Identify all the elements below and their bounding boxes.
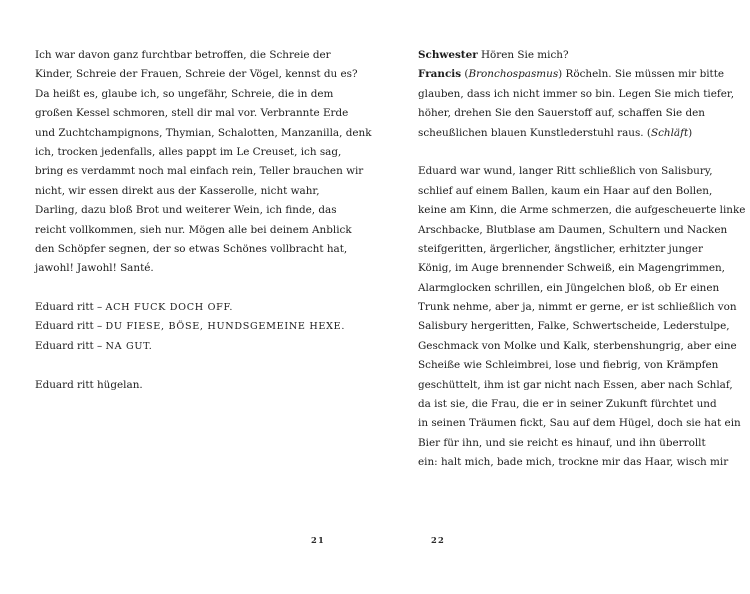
text-line: den Schöpfer segnen, der so etwas Schönes vollbracht hat, [35, 242, 348, 255]
text-line: Da heißt es, glaube ich, so ungefähr, Schreie, die in dem [35, 87, 334, 100]
dialogue-text: ) Röcheln. Sie müssen mir bitte [558, 68, 725, 81]
text-line: nicht, wir essen direkt aus der Kasserolle, nicht wahr, [35, 184, 320, 197]
paragraph-gap [35, 356, 355, 375]
page-number-right: 22 [431, 535, 446, 545]
paragraph-gap [35, 279, 355, 298]
speaker-name: Schwester [418, 49, 478, 61]
page-number-left: 21 [311, 535, 326, 545]
text-line: steifgeritten, ärgerlicher, ängstlicher, erhitzter junger [418, 242, 703, 255]
text-line: Darling, dazu bloß Brot und weiterer Wein, ich finde, das [35, 204, 337, 217]
ritt-line [35, 298, 355, 317]
dialogue-line [418, 65, 738, 84]
dialogue-line: glauben, dass ich nicht immer so bin. Legen Sie mich tiefer, [418, 87, 735, 100]
dialogue-text: ) [688, 126, 693, 139]
text-line: Arschbacke, Blutblase am Daumen, Schultern und Nacken [418, 223, 728, 236]
text-line: Scheiße wie Schleimbrei, lose und fiebrig, von Krämpfen [418, 359, 719, 372]
text-line: keine am Kinn, die Arme schmerzen, die aufgescheuerte linke [418, 204, 746, 217]
dialogue-text: Hören Sie mich? [477, 49, 569, 61]
stage-direction: Schläft [650, 126, 689, 139]
dialogue-text: ( [461, 68, 469, 81]
text-line: ein: halt mich, bade mich, trockne mir das Haar, wisch mir [418, 456, 729, 469]
dialogue-line [418, 46, 738, 65]
text-line: Alarmglocken schrillen, ein Jüngelchen bloß, ob Er einen [418, 281, 720, 294]
text-line: und Zuchtchampignons, Thymian, Schalotten, Manzanilla, denk [35, 126, 372, 139]
speaker-name: Francis [418, 68, 462, 81]
text-line: schlief auf einem Ballen, kaum ein Haar auf den Bollen, [418, 184, 713, 197]
left-text-block [35, 46, 372, 395]
right-text-block [418, 46, 746, 473]
text-line: Kinder, Schreie der Frauen, Schreie der Vögel, kennst du es? [35, 68, 358, 81]
text-line: Geschmack von Molke und Kalk, sterbenshungrig, aber eine [418, 339, 737, 352]
text-line: Ich war davon ganz furchtbar betroffen, die Schreie der [35, 49, 331, 61]
closing-line: Eduard ritt hügelan. [35, 378, 143, 391]
text-line: jawohl! Jawohl! Santé. [35, 262, 154, 275]
ritt-prefix: Eduard ritt – [35, 339, 106, 352]
text-line: geschüttelt, ihm ist gar nicht nach Essen, aber nach Schlaf, [418, 378, 733, 391]
text-line: großen Kessel schmoren, stell dir mal vor. Verbrannte Erde [35, 107, 349, 120]
ritt-caps: NA GUT. [105, 340, 153, 352]
text-line: bring es verdammt noch mal einfach rein, Teller brauchen wir [35, 165, 364, 178]
dialogue-line: höher, drehen Sie den Sauerstoff auf, schaffen Sie den [418, 107, 705, 120]
text-line: Trunk nehme, aber ja, nimmt er gerne, er ist schließlich von [418, 301, 737, 314]
ritt-prefix: Eduard ritt – [35, 301, 106, 314]
text-line: König, im Auge brennender Schweiß, ein Magengrimmen, [418, 262, 725, 275]
ritt-caps: ACH FUCK DOCH OFF. [105, 302, 234, 314]
stage-direction: Bronchospasmus [468, 68, 559, 81]
text-line: reicht vollkommen, sieh nur. Mögen alle bei deinem Anblick [35, 223, 352, 236]
text-line: Salisbury hergeritten, Falke, Schwertscheide, Lederstulpe, [418, 320, 730, 333]
text-line: ich, trocken jedenfalls, alles pappt im Le Creuset, ich sag, [35, 145, 342, 158]
dialogue-text: scheußlichen blauen Kunstlederstuhl raus. ( [418, 126, 651, 139]
ritt-line [35, 337, 355, 356]
dialogue-line [418, 124, 738, 143]
text-line: in seinen Träumen fickt, Sau auf dem Hügel, doch sie hat ein [418, 417, 741, 430]
text-line: da ist sie, die Frau, die er in seiner Zukunft fürchtet und [418, 398, 717, 411]
paragraph-gap [418, 143, 738, 162]
text-line: Bier für ihn, und sie reicht es hinauf, und ihn überrollt [418, 436, 706, 449]
ritt-caps: DU FIESE, BÖSE, HUNDSGEMEINE HEXE. [105, 321, 346, 333]
ritt-line [35, 317, 355, 336]
text-line: Eduard war wund, langer Ritt schließlich von Salisbury, [418, 165, 713, 178]
ritt-prefix: Eduard ritt – [35, 320, 106, 333]
right-page [375, 0, 750, 594]
